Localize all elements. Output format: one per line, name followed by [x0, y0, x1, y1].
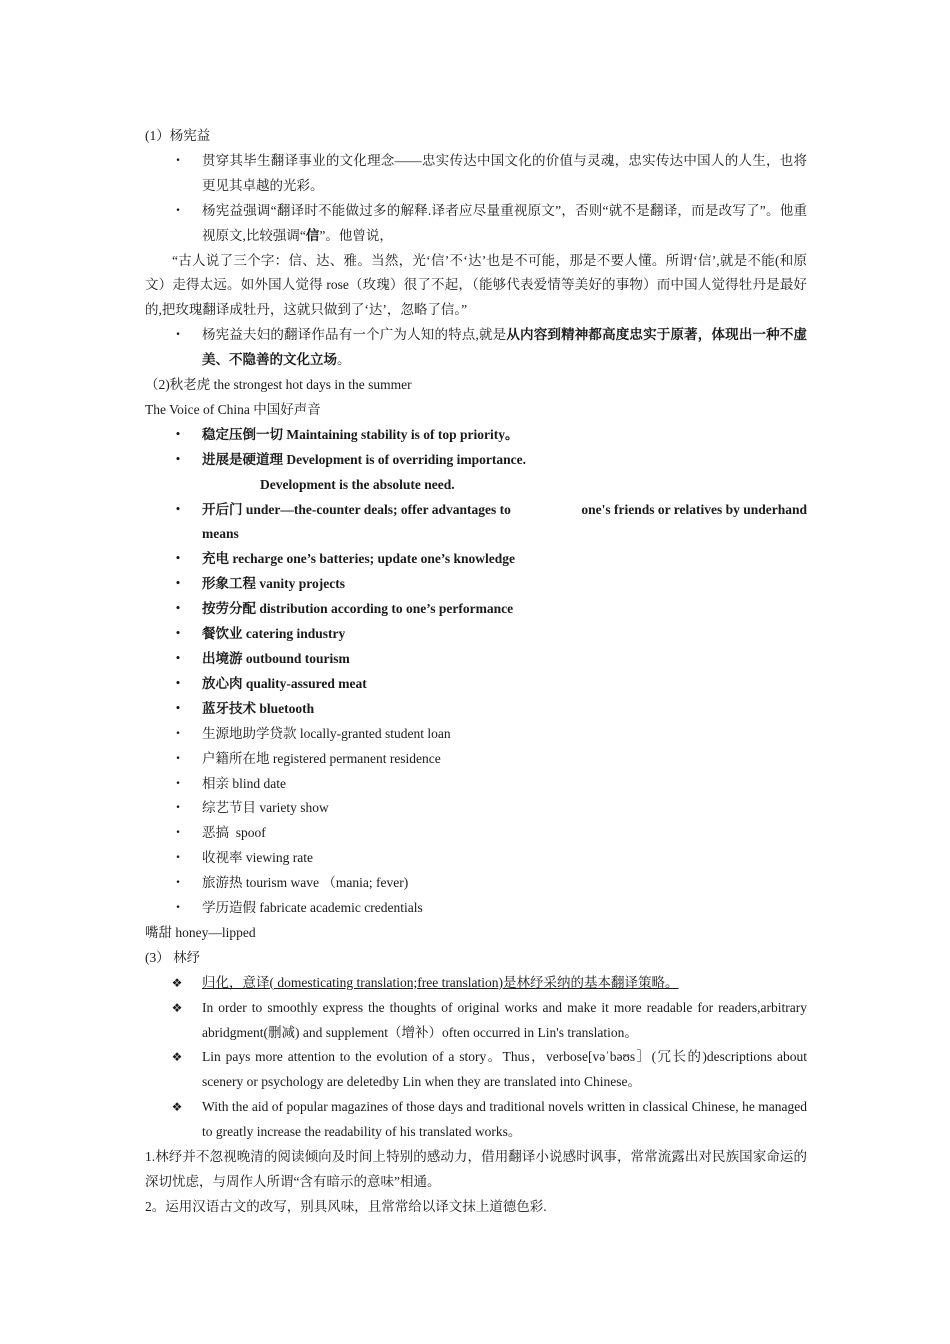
bullet-icon: • — [175, 554, 181, 565]
list-item-text: 收视率 viewing rate — [202, 850, 313, 866]
list-item — [145, 647, 807, 672]
quote-paragraph: “古人说了三个字：信、达、雅。当然，光‘信’不‘达’也是不可能，那是不要人懂。所谓‘信’,就是不能(和原文）走得太远。如外国人觉得 rose（玫瑰）很了不起，（能够代表爱情等美好的事物）而中国人觉得牡丹是最好的,把玫瑰翻译成牡丹，这就只做到了‘达’，忽略了信。” — [145, 252, 807, 318]
list-item — [145, 1045, 807, 1095]
bullet-icon: • — [175, 454, 181, 465]
section-2-subheading: The Voice of China 中国好声音 — [145, 401, 321, 417]
list-item-text: 综艺节目 variety show — [202, 800, 329, 816]
diamond-bullet-icon: ❖ — [171, 975, 183, 990]
bullet-icon: • — [175, 703, 181, 714]
bullet-icon: • — [175, 803, 181, 814]
list-item-continuation: Development is the absolute need. — [260, 476, 455, 492]
bullet-icon: • — [175, 828, 181, 839]
list-item — [145, 796, 807, 821]
emphasis-text: 信 — [305, 227, 320, 243]
emphasis-text: 从内容到精神都高度忠实于原著，体现出一种不虚美、不隐善的文化立场 — [202, 327, 808, 368]
numbered-paragraph: 2。运用汉语古文的改写，别具风味，且常常给以译文抹上道德色彩. — [145, 1198, 547, 1214]
list-item — [145, 1095, 807, 1145]
list-item-text: 户籍所在地 registered permanent residence — [202, 750, 441, 766]
list-item-text: 归化，意译( domesticating translation;free translation)是林纾采纳的基本翻译策略。 — [202, 974, 679, 990]
list-item — [145, 622, 807, 647]
list-item — [145, 547, 807, 572]
bullet-icon: • — [175, 604, 181, 615]
bullet-icon: • — [175, 653, 181, 664]
trailing-line: 嘴甜 honey—lipped — [145, 924, 256, 940]
list-item — [145, 896, 807, 921]
bullet-icon: • — [175, 878, 181, 889]
section-1-heading: (1）杨宪益 — [145, 128, 211, 143]
list-item-text: 学历造假 fabricate academic credentials — [202, 900, 423, 916]
list-item-text: one's friends or relatives by underhand — [581, 501, 807, 517]
list-item — [145, 597, 807, 622]
list-item-text: 开后门 under—the-counter deals; offer advantages to — [202, 501, 511, 517]
bullet-icon: • — [175, 205, 181, 216]
bullet-icon: • — [175, 330, 181, 341]
list-item-text: 充电 recharge one’s batteries; update one’s knowledge — [202, 551, 515, 567]
list-item — [145, 498, 807, 548]
bullet-icon: • — [175, 579, 181, 590]
list-item — [145, 199, 807, 249]
list-item-text: 放心肉 quality-assured meat — [202, 675, 367, 691]
list-item — [145, 871, 807, 896]
bullet-icon: • — [175, 753, 181, 764]
bullet-icon: • — [175, 629, 181, 640]
list-item — [145, 971, 807, 996]
list-item — [145, 996, 807, 1046]
diamond-bullet-icon: ❖ — [171, 1000, 183, 1015]
diamond-bullet-icon: ❖ — [171, 1100, 183, 1115]
bullet-icon: • — [175, 728, 181, 739]
bullet-icon: • — [175, 903, 181, 914]
list-item-text: 恶搞 spoof — [202, 825, 266, 841]
list-item-text: 稳定压倒一切 Maintaining stability is of top priority。 — [202, 426, 519, 442]
section-3-heading: (3） 林纾 — [145, 949, 201, 965]
list-item — [145, 149, 807, 199]
list-item — [145, 423, 807, 448]
list-item — [145, 697, 807, 722]
bullet-icon: • — [175, 429, 181, 440]
list-item-text: 相亲 blind date — [202, 775, 286, 791]
document-page — [145, 124, 807, 1220]
list-item-text: In order to smoothly express the thoughts of original works and make it more readable for readers,arbitrary abridgment(删减) and supplement（增补）often occurred in Lin's translation。 — [202, 999, 807, 1040]
list-item-text: 进展是硬道理 Development is of overriding importance. — [202, 451, 526, 467]
list-item — [145, 846, 807, 871]
list-item — [145, 572, 807, 597]
section-2-heading: （2)秋老虎 the strongest hot days in the summer — [145, 377, 412, 393]
list-item-text: 贯穿其毕生翻译事业的文化理念——忠实传达中国文化的价值与灵魂，忠实传达中国人的人生，也将更见其卓越的光彩。 — [202, 152, 807, 193]
list-item — [145, 747, 807, 772]
list-item-text: With the aid of popular magazines of those days and traditional novels written in classical Chinese, he managed to greatly increase the readability of his translated works。 — [202, 1099, 807, 1140]
list-item-text: ”。他曾说， — [319, 227, 393, 243]
numbered-paragraph: 1.林纾并不忽视晚清的阅读倾向及时间上特别的感动力，借用翻译小说感时讽事，常常流露出对民族国家命运的深切忧虑，与周作人所谓“含有暗示的意味”相通。 — [145, 1149, 807, 1189]
bullet-icon: • — [175, 778, 181, 789]
bullet-icon: • — [175, 155, 181, 166]
list-item-text: 出境游 outbound tourism — [202, 650, 350, 666]
list-item-text: 。 — [337, 352, 351, 368]
list-item-text: 餐饮业 catering industry — [202, 626, 346, 642]
list-item-text: 形象工程 vanity projects — [202, 576, 345, 592]
list-item-text: 生源地助学贷款 locally-granted student loan — [202, 725, 451, 741]
list-item — [145, 448, 807, 473]
list-item-text: Lin pays more attention to the evolution of a story。Thus，verbose[vəˈbəʊs］(冗长的)descriptions about scenery or psychology are deletedby Lin when they are translated into Chinese。 — [202, 1049, 807, 1090]
bullet-icon: • — [175, 504, 181, 515]
list-item-text: means — [202, 526, 239, 542]
list-item-text: 旅游热 tourism wave （mania; fever) — [202, 875, 409, 891]
list-item — [145, 722, 807, 747]
bullet-icon: • — [175, 853, 181, 864]
list-item-text: 按劳分配 distribution according to one’s performance — [202, 601, 514, 617]
diamond-bullet-icon: ❖ — [171, 1050, 183, 1065]
list-item — [145, 821, 807, 846]
list-item-row — [202, 498, 807, 523]
list-item-text: 杨宪益强调“翻译时不能做过多的解释.译者应尽量重视原文”，否则“就不是翻译，而是改写了”。他重视原文,比较强调“ — [202, 202, 807, 243]
list-item-text: 蓝牙技术 bluetooth — [202, 700, 315, 716]
list-item-text: 杨宪益夫妇的翻译作品有一个广为人知的特点,就是 — [202, 327, 507, 343]
list-item — [145, 772, 807, 797]
list-item — [145, 672, 807, 697]
bullet-icon: • — [175, 678, 181, 689]
list-item — [145, 323, 807, 373]
